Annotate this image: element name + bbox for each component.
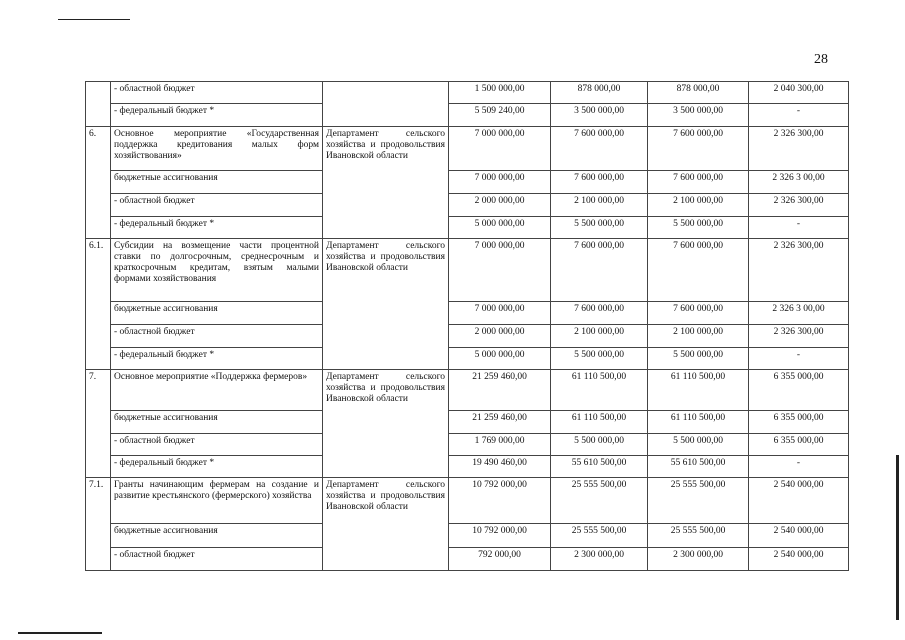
amount-cell: 2 300 000,00 [648, 548, 749, 571]
amount-cell: 7 600 000,00 [648, 171, 749, 194]
row-label: - федеральный бюджет * [111, 456, 323, 478]
table-row [86, 217, 849, 239]
item-number [86, 82, 111, 127]
amount-cell: 55 610 500,00 [648, 456, 749, 478]
amount-cell: 2 100 000,00 [551, 194, 648, 217]
row-label: - федеральный бюджет * [111, 348, 323, 370]
amount-cell: 2 326 3 00,00 [749, 171, 849, 194]
row-label: - областной бюджет [111, 194, 323, 217]
amount-cell: 2 000 000,00 [449, 325, 551, 348]
amount-cell: 2 326 300,00 [749, 325, 849, 348]
amount-cell: 2 100 000,00 [648, 194, 749, 217]
amount-cell: 61 110 500,00 [648, 370, 749, 411]
row-label: бюджетные ассигнования [111, 411, 323, 434]
row-label: Субсидии на возмещение части процентной ставки по долгосрочным, среднесрочным и краткосрочным кредитам, взятым малыми формами хозяйствования [111, 239, 323, 302]
budget-table [85, 81, 849, 571]
amount-cell: 61 110 500,00 [551, 411, 648, 434]
amount-cell: 878 000,00 [551, 82, 648, 104]
amount-cell: - [749, 456, 849, 478]
amount-cell: 878 000,00 [648, 82, 749, 104]
header-rule [58, 19, 130, 20]
amount-cell: 7 600 000,00 [551, 302, 648, 325]
amount-cell: 6 355 000,00 [749, 370, 849, 411]
amount-cell: 6 355 000,00 [749, 411, 849, 434]
item-number: 7.1. [86, 478, 111, 571]
amount-cell: 3 500 000,00 [648, 104, 749, 127]
row-label: бюджетные ассигнования [111, 171, 323, 194]
item-number: 6.1. [86, 239, 111, 370]
row-label: Гранты начинающим фермерам на создание и развитие крестьянского (фермерского) хозяйства [111, 478, 323, 524]
row-label: - федеральный бюджет * [111, 104, 323, 127]
amount-cell: 7 600 000,00 [648, 239, 749, 302]
item-number: 6. [86, 127, 111, 239]
amount-cell: 55 610 500,00 [551, 456, 648, 478]
responsible-department: Департамент сельского хозяйства и продовольствия Ивановской области [323, 478, 449, 571]
scan-edge [896, 455, 899, 620]
amount-cell: 2 000 000,00 [449, 194, 551, 217]
amount-cell: 7 600 000,00 [648, 302, 749, 325]
amount-cell: 21 259 460,00 [449, 370, 551, 411]
amount-cell: 10 792 000,00 [449, 478, 551, 524]
table-row [86, 548, 849, 571]
table-row [86, 104, 849, 127]
amount-cell: 2 100 000,00 [551, 325, 648, 348]
page-number: 28 [814, 52, 828, 67]
row-label: бюджетные ассигнования [111, 524, 323, 548]
amount-cell: - [749, 217, 849, 239]
amount-cell: 7 000 000,00 [449, 302, 551, 325]
amount-cell: 2 540 000,00 [749, 548, 849, 571]
amount-cell: 25 555 500,00 [551, 478, 648, 524]
amount-cell: 1 500 000,00 [449, 82, 551, 104]
amount-cell: 2 326 3 00,00 [749, 302, 849, 325]
amount-cell: 7 600 000,00 [551, 239, 648, 302]
table-row [86, 239, 849, 302]
amount-cell: 25 555 500,00 [551, 524, 648, 548]
table-row [86, 194, 849, 217]
table-row [86, 478, 849, 524]
footer-rule [18, 632, 102, 634]
table-row [86, 456, 849, 478]
row-label: - областной бюджет [111, 548, 323, 571]
item-number: 7. [86, 370, 111, 478]
responsible-department: Департамент сельского хозяйства и продовольствия Ивановской области [323, 239, 449, 370]
table-row [86, 524, 849, 548]
amount-cell: 7 600 000,00 [648, 127, 749, 171]
amount-cell: 2 540 000,00 [749, 478, 849, 524]
amount-cell: 5 509 240,00 [449, 104, 551, 127]
amount-cell: 1 769 000,00 [449, 434, 551, 456]
amount-cell: 7 000 000,00 [449, 127, 551, 171]
amount-cell: 61 110 500,00 [551, 370, 648, 411]
amount-cell: 5 000 000,00 [449, 217, 551, 239]
amount-cell: 25 555 500,00 [648, 524, 749, 548]
amount-cell: 7 000 000,00 [449, 171, 551, 194]
table-row [86, 325, 849, 348]
table-row [86, 434, 849, 456]
row-label: - областной бюджет [111, 82, 323, 104]
table-row [86, 302, 849, 325]
amount-cell: 2 326 300,00 [749, 239, 849, 302]
amount-cell: 10 792 000,00 [449, 524, 551, 548]
table-row [86, 411, 849, 434]
amount-cell: 2 540 000,00 [749, 524, 849, 548]
table-row [86, 82, 849, 104]
row-label: - областной бюджет [111, 325, 323, 348]
amount-cell: - [749, 348, 849, 370]
row-label: - федеральный бюджет * [111, 217, 323, 239]
amount-cell: 2 300 000,00 [551, 548, 648, 571]
amount-cell: 21 259 460,00 [449, 411, 551, 434]
amount-cell: 2 100 000,00 [648, 325, 749, 348]
amount-cell: 5 500 000,00 [551, 434, 648, 456]
amount-cell: 792 000,00 [449, 548, 551, 571]
amount-cell: 2 326 300,00 [749, 127, 849, 171]
amount-cell: 25 555 500,00 [648, 478, 749, 524]
table-row [86, 171, 849, 194]
amount-cell: 5 500 000,00 [551, 217, 648, 239]
amount-cell: 3 500 000,00 [551, 104, 648, 127]
amount-cell: 5 500 000,00 [551, 348, 648, 370]
row-label: бюджетные ассигнования [111, 302, 323, 325]
amount-cell: 7 000 000,00 [449, 239, 551, 302]
amount-cell: 19 490 460,00 [449, 456, 551, 478]
amount-cell: 5 500 000,00 [648, 217, 749, 239]
responsible-department: Департамент сельского хозяйства и продовольствия Ивановской области [323, 370, 449, 478]
amount-cell: - [749, 104, 849, 127]
row-label: - областной бюджет [111, 434, 323, 456]
table-row [86, 348, 849, 370]
table-row [86, 127, 849, 171]
amount-cell: 6 355 000,00 [749, 434, 849, 456]
amount-cell: 2 040 300,00 [749, 82, 849, 104]
responsible-department: Департамент сельского хозяйства и продовольствия Ивановской области [323, 127, 449, 239]
amount-cell: 7 600 000,00 [551, 127, 648, 171]
amount-cell: 5 000 000,00 [449, 348, 551, 370]
amount-cell: 2 326 300,00 [749, 194, 849, 217]
amount-cell: 7 600 000,00 [551, 171, 648, 194]
amount-cell: 5 500 000,00 [648, 434, 749, 456]
responsible-department [323, 82, 449, 127]
table-row [86, 370, 849, 411]
row-label: Основное мероприятие «Поддержка фермеров» [111, 370, 323, 411]
amount-cell: 5 500 000,00 [648, 348, 749, 370]
row-label: Основное мероприятие «Государственная поддержка кредитования малых форм хозяйствования» [111, 127, 323, 171]
amount-cell: 61 110 500,00 [648, 411, 749, 434]
